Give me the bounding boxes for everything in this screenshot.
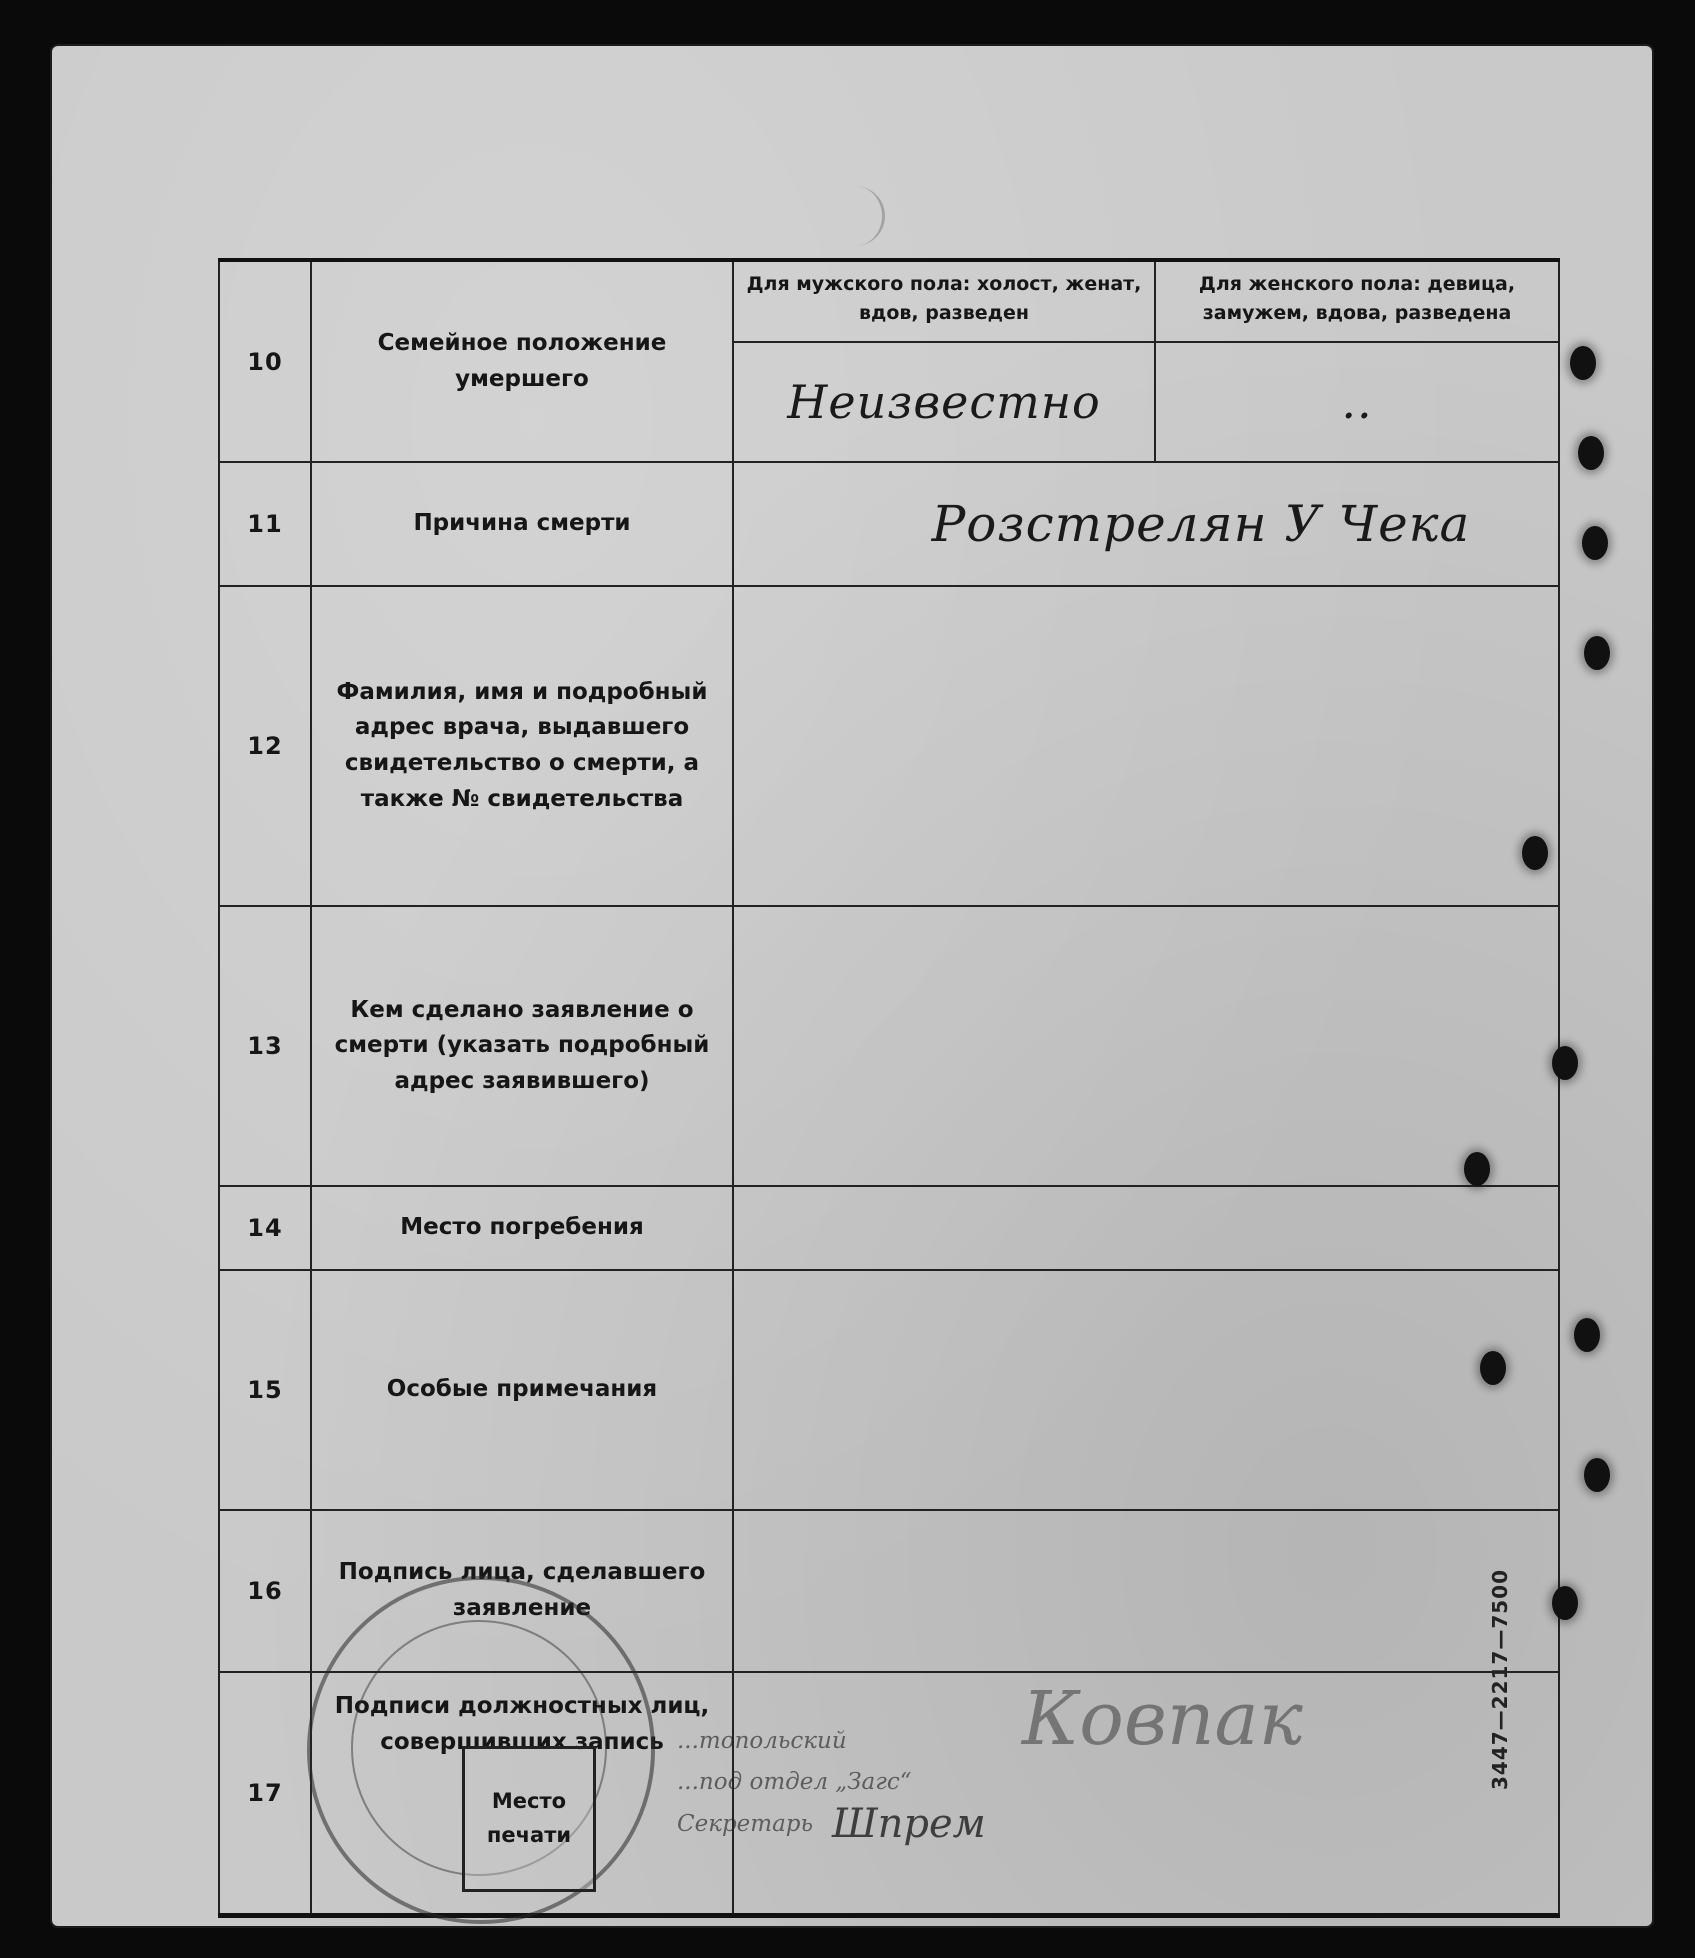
female-marital-value: ..: [1155, 342, 1559, 462]
binder-hole: [1574, 1318, 1600, 1352]
binder-hole: [1552, 1046, 1578, 1080]
burial-place-value: [733, 1186, 1559, 1270]
declarant-value: [733, 906, 1559, 1186]
row-12: [219, 586, 1559, 906]
stamp-place-box: [462, 1746, 596, 1892]
declarant-signature-value: [733, 1510, 1559, 1672]
secretary-signature: Шпрем: [832, 1801, 986, 1847]
label-declarant-signature: Подпись лица, сделавшего заявление: [311, 1510, 733, 1672]
special-notes-value: [733, 1270, 1559, 1510]
row-number-12: 12: [219, 586, 311, 906]
label-special-notes: Особые примечания: [311, 1270, 733, 1510]
binder-hole: [1582, 526, 1608, 560]
binder-hole: [1522, 836, 1548, 870]
binder-hole: [1552, 1586, 1578, 1620]
registry-stamp-line3: Секретарь: [677, 1810, 814, 1837]
row-number-16: 16: [219, 1510, 311, 1672]
row-15: [219, 1270, 1559, 1510]
row-14: [219, 1186, 1559, 1270]
stamp-place-line1: Место: [491, 1789, 567, 1814]
binder-hole: [1464, 1152, 1490, 1186]
row-10-header: [219, 260, 1559, 342]
row-11: [219, 462, 1559, 586]
registry-stamp-line2: ...под отдел „Загс“: [677, 1769, 912, 1796]
label-marital-status: Семейное положение умершего: [311, 260, 733, 462]
registry-stamp-line1: ...топольский: [677, 1728, 847, 1754]
row-number-14: 14: [219, 1186, 311, 1270]
doctor-details-value: [733, 586, 1559, 906]
binder-hole: [1570, 346, 1596, 380]
binder-hole: [1578, 436, 1604, 470]
binder-hole: [1480, 1351, 1506, 1385]
female-marital-options: Для женского пола: девица, замужем, вдова, разведена: [1155, 260, 1559, 342]
row-number-11: 11: [219, 462, 311, 586]
binder-hole: [1584, 1458, 1610, 1492]
label-declarant: Кем сделано заявление о смерти (указать подробный адрес заявившего): [311, 906, 733, 1186]
label-burial-place: Место погребения: [311, 1186, 733, 1270]
form-print-code: 3447—2217—7500: [1488, 1569, 1512, 1790]
row-number-13: 13: [219, 906, 311, 1186]
row-13: [219, 906, 1559, 1186]
document-sheet: [52, 46, 1652, 1926]
faint-pencil-mark: [842, 186, 885, 246]
official-signature: Ковпак: [1022, 1676, 1303, 1762]
row-number-15: 15: [219, 1270, 311, 1510]
cause-of-death-value: Розстрелян У Чека: [733, 462, 1559, 586]
stamp-place-line2: печати: [486, 1823, 572, 1847]
label-officials-signatures: Подписи должностных лиц, совершивших запись: [311, 1672, 733, 1915]
male-marital-value: Неизвестно: [733, 342, 1155, 462]
male-marital-options: Для мужского пола: холост, женат, вдов, разведен: [733, 260, 1155, 342]
label-cause-of-death: Причина смерти: [311, 462, 733, 586]
row-number-17: 17: [219, 1672, 311, 1915]
row-number-10: 10: [219, 260, 311, 462]
label-doctor-details: Фамилия, имя и подробный адрес врача, выдавшего свидетельство о смерти, а также № свидетельства: [311, 586, 733, 906]
binder-hole: [1584, 636, 1610, 670]
